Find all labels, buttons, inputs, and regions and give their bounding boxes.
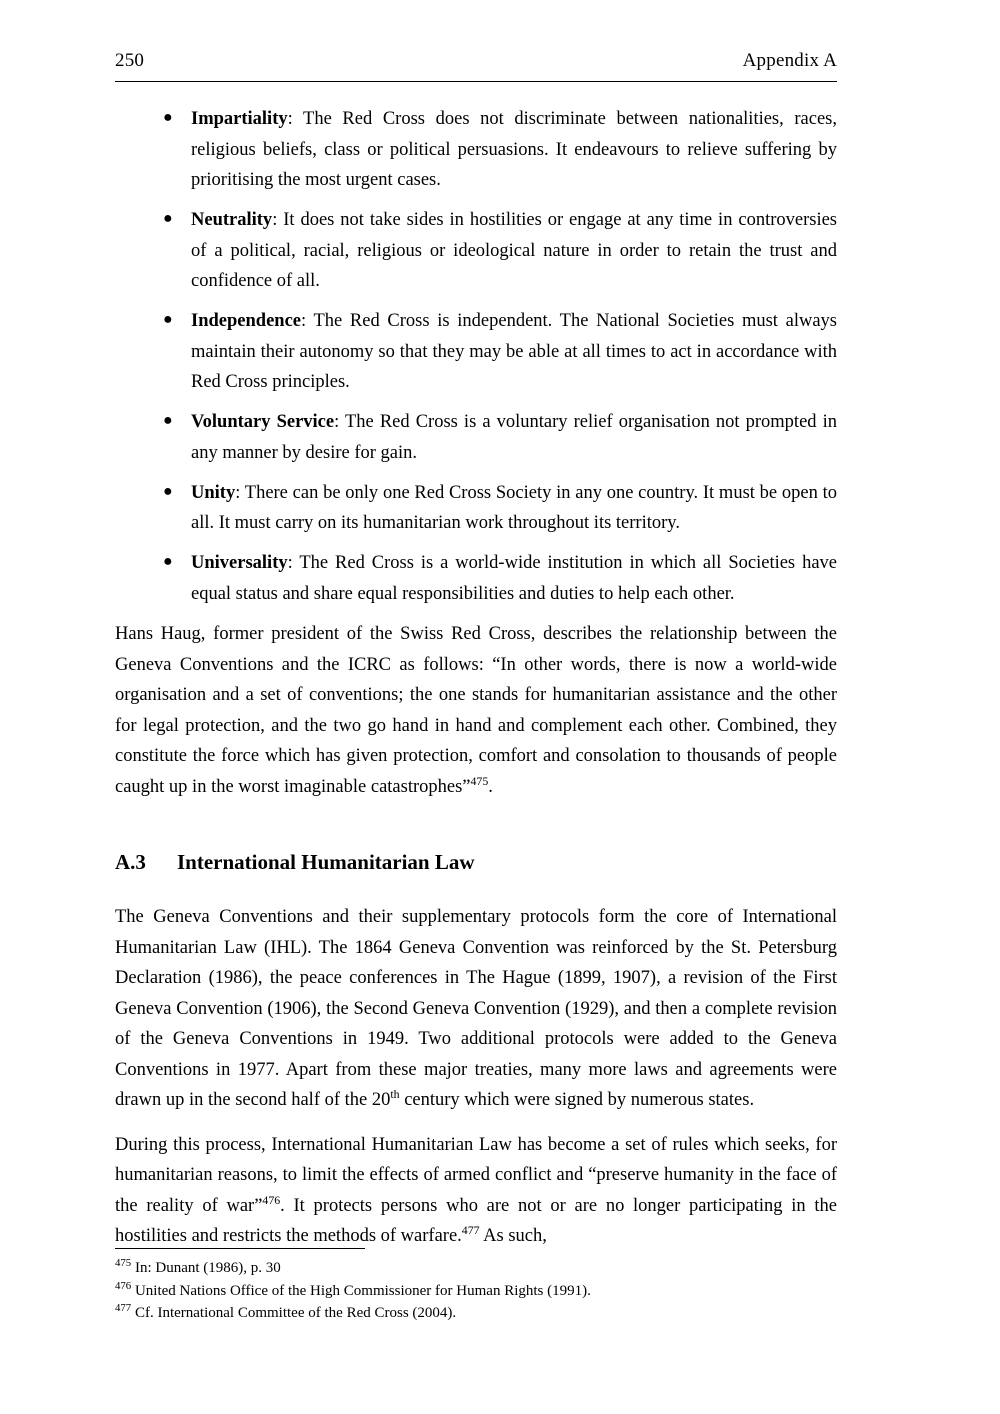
- footnote-text: Cf. International Committee of the Red Cross (2004).: [134, 1305, 457, 1321]
- principle-text: : It does not take sides in hostilities or engage at any time in controversies of a political, racial, religious or ideological nature in order to retain the trust and confidence of all.: [191, 210, 837, 291]
- footnote-marker: 476: [115, 1279, 132, 1292]
- footnote-reference-475[interactable]: 475: [470, 773, 489, 788]
- principle-term: Unity: [191, 482, 236, 503]
- page-content: [115, 50, 837, 1266]
- bullet-icon: ●: [163, 482, 173, 500]
- principle-term: Neutrality: [191, 210, 273, 230]
- principle-term: Impartiality: [191, 109, 288, 129]
- footnote-text: United Nations Office of the High Commissioner for Human Rights (1991).: [134, 1282, 591, 1299]
- bullet-icon: ●: [163, 311, 173, 328]
- section-heading: [115, 848, 837, 876]
- principle-term: Universality: [191, 553, 288, 573]
- bullet-icon: ●: [163, 412, 173, 429]
- footnote-475: [115, 1258, 837, 1280]
- bullet-icon: ●: [163, 210, 173, 227]
- list-item: [163, 306, 837, 398]
- paragraph-text-middle: . It protects persons who are not or are no longer participating in the hostilities and restricts the methods of warfare.: [115, 1195, 837, 1246]
- bullet-icon: ●: [163, 553, 173, 570]
- principle-text: : The Red Cross does not discriminate between nationalities, races, religious beliefs, class or political persuasions. It endeavours to relieve suffering by prioritising the most urgent cases.: [191, 109, 837, 190]
- principle-term: Independence: [191, 311, 301, 331]
- section-title: International Humanitarian Law: [177, 850, 475, 874]
- footnote-476: [115, 1281, 837, 1303]
- paragraph-text-tail: .: [488, 776, 493, 797]
- paragraph-ihl-history: [115, 902, 837, 1116]
- principles-list: [115, 104, 837, 609]
- paragraph-haug-quote: [115, 619, 837, 802]
- footnotes-area: [115, 1248, 837, 1326]
- bullet-icon: ●: [163, 109, 173, 126]
- footnote-text: In: Dunant (1986), p. 30: [134, 1260, 281, 1276]
- principle-text: : The Red Cross is a world-wide institution in which all Societies have equal status and share equal responsibilities and duties to help each other.: [191, 553, 837, 604]
- principle-text: : There can be only one Red Cross Society in any one country. It must be open to all. It must carry on its humanitarian work throughout its territory.: [191, 482, 837, 533]
- paragraph-text: The Geneva Conventions and their supplementary protocols form the core of International Humanitarian Law (IHL). The 1864 Geneva Convention was reinforced by the St. Petersburg Declaration (1986), the peace conferences in The Hague (1899, 1907), a revision of the First Geneva Convention (1906), the Second Geneva Convention (1929), and then a complete revision of the Geneva Conventions in 1949. Two additional protocols were added to the Geneva Conventions in 1977. Apart from these major treaties, many more laws and agreements were drawn up in the second half of the 20: [115, 907, 837, 1110]
- paragraph-ihl-definition: [115, 1130, 837, 1252]
- paragraph-text: During this process, International Humanitarian Law has become a set of rules which seeks, for humanitarian reasons, to limit the effects of armed conflict and “preserve humanity in the face of the reality of war”: [115, 1134, 837, 1216]
- section-number: A.3: [115, 850, 146, 874]
- footnote-reference-477[interactable]: 477: [461, 1222, 480, 1237]
- list-item: [163, 205, 837, 297]
- list-item: [163, 478, 837, 539]
- paragraph-text: Hans Haug, former president of the Swiss Red Cross, describes the relationship between the Geneva Conventions and the ICRC as follows: “In other words, there is now a world-wide organisation and a set of conventions; the one stands for humanitarian assistance and the other for legal protection, and the two go hand in hand and complement each other. Combined, they constitute the force which has given protection, comfort and consolation to thousands of people caught up in the worst imaginable catastrophes”: [115, 624, 837, 797]
- ordinal-suffix: th: [390, 1086, 400, 1101]
- footnote-reference-476[interactable]: 476: [262, 1192, 281, 1207]
- principle-text: : The Red Cross is a voluntary relief organisation not prompted in any manner by desire for gain.: [191, 412, 837, 463]
- list-item: [163, 548, 837, 609]
- list-item: [163, 407, 837, 468]
- principle-term: Voluntary Service: [191, 412, 335, 432]
- paragraph-text-tail: As such,: [479, 1226, 547, 1246]
- paragraph-text-tail: century which were signed by numerous states.: [399, 1090, 755, 1110]
- footnote-separator-rule: [115, 1248, 365, 1249]
- footnote-477: [115, 1303, 837, 1325]
- chapter-label: Appendix A: [742, 50, 837, 71]
- principle-text: : The Red Cross is independent. The National Societies must always maintain their autonomy so that they may be able at all times to act in accordance with Red Cross principles.: [191, 311, 837, 392]
- footnote-marker: 477: [115, 1302, 132, 1314]
- footnote-marker: 475: [115, 1257, 132, 1269]
- list-item: [163, 104, 837, 196]
- page-number: 250: [115, 50, 145, 71]
- running-header: [115, 50, 837, 82]
